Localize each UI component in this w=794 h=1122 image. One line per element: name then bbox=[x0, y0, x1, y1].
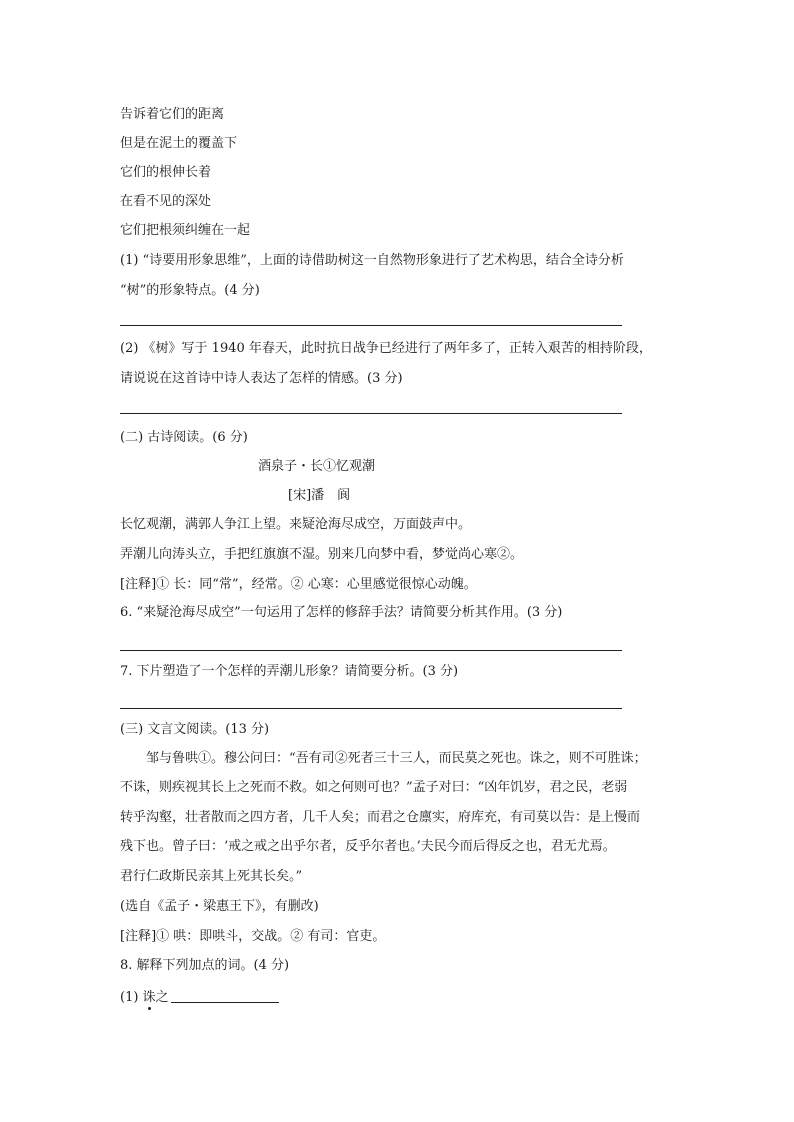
question-text: (2) 《树》写于 1940 年春天，此时抗日战争已经进行了两年多了，正转入艰苦的相持阶段， bbox=[120, 341, 652, 356]
poem-line: 它们的根伸长着 bbox=[120, 165, 212, 180]
poem-line: 告诉着它们的距离 bbox=[120, 107, 225, 122]
annotation: [注释]① 哄：即哄斗，交战。② 有司：官吏。 bbox=[120, 929, 386, 944]
poem-line: 在看不见的深处 bbox=[120, 194, 212, 209]
question-text: 请说说在这首诗中诗人表达了怎样的情感。(3 分) bbox=[120, 371, 403, 386]
poem-author: [宋]潘 阆 bbox=[288, 488, 351, 503]
sub-question bbox=[120, 988, 279, 1007]
question-text: 8. 解释下列加点的词。(4 分) bbox=[120, 958, 290, 973]
question-text: (1) “诗要用形象思维”，上面的诗借助树这一自然物形象进行了艺术构思，结合全诗分析 bbox=[120, 253, 624, 268]
section-heading: (三) 文言文阅读。(13 分) bbox=[120, 722, 270, 737]
poem-line: 它们把根须纠缠在一起 bbox=[120, 223, 251, 238]
poem-text: 长忆观潮，满郭人争江上望。来疑沧海尽成空，万面鼓声中。 bbox=[120, 517, 472, 532]
poem-text: 弄潮儿向涛头立，手把红旗旗不湿。别来几向梦中看，梦觉尚心寒②。 bbox=[120, 547, 524, 562]
answer-blank[interactable] bbox=[171, 988, 279, 1003]
answer-line[interactable] bbox=[120, 650, 622, 651]
annotation: [注释]① 长：同“常”，经常。② 心寒：心里感觉很惊心动魄。 bbox=[120, 577, 477, 592]
question-text: “树”的形象特点。(4 分) bbox=[120, 283, 260, 298]
section-heading: (二) 古诗阅读。(6 分) bbox=[120, 430, 248, 445]
passage-text: 邹与鲁哄①。穆公问曰：“吾有司②死者三十三人，而民莫之死也。诛之，则不可胜诛； bbox=[146, 751, 647, 766]
poem-title: 酒泉子・长①忆观潮 bbox=[258, 459, 376, 474]
answer-line[interactable] bbox=[120, 708, 622, 709]
source-citation: (选自《孟子・梁惠王下》，有删改) bbox=[120, 899, 319, 914]
passage-text: 残下也。曾子曰：‘戒之戒之出乎尔者，反乎尔者也。’夫民今而后得反之也，君无尤焉。 bbox=[120, 839, 616, 854]
question-text: 7. 下片塑造了一个怎样的弄潮儿形象？请简要分析。(3 分) bbox=[120, 664, 459, 679]
answer-line[interactable] bbox=[120, 413, 622, 414]
sub-question-number: (1) bbox=[120, 990, 139, 1005]
dotted-word: 诛 bbox=[142, 990, 156, 1005]
passage-text: 转乎沟壑，壮者散而之四方者，几千人矣；而君之仓廪实，府库充，有司莫以告：是上慢而 bbox=[120, 810, 641, 825]
sub-question-word: 之 bbox=[155, 990, 169, 1005]
passage-text: 君行仁政斯民亲其上死其长矣。” bbox=[120, 869, 303, 884]
passage-text: 不诛，则疾视其长上之死而不救。如之何则可也？”孟子对曰：“凶年饥岁，君之民，老弱 bbox=[120, 780, 628, 795]
poem-line: 但是在泥土的覆盖下 bbox=[120, 136, 238, 151]
question-text: 6. “来疑沧海尽成空”一句运用了怎样的修辞手法？请简要分析其作用。(3 分) bbox=[120, 605, 563, 620]
answer-line[interactable] bbox=[120, 325, 622, 326]
